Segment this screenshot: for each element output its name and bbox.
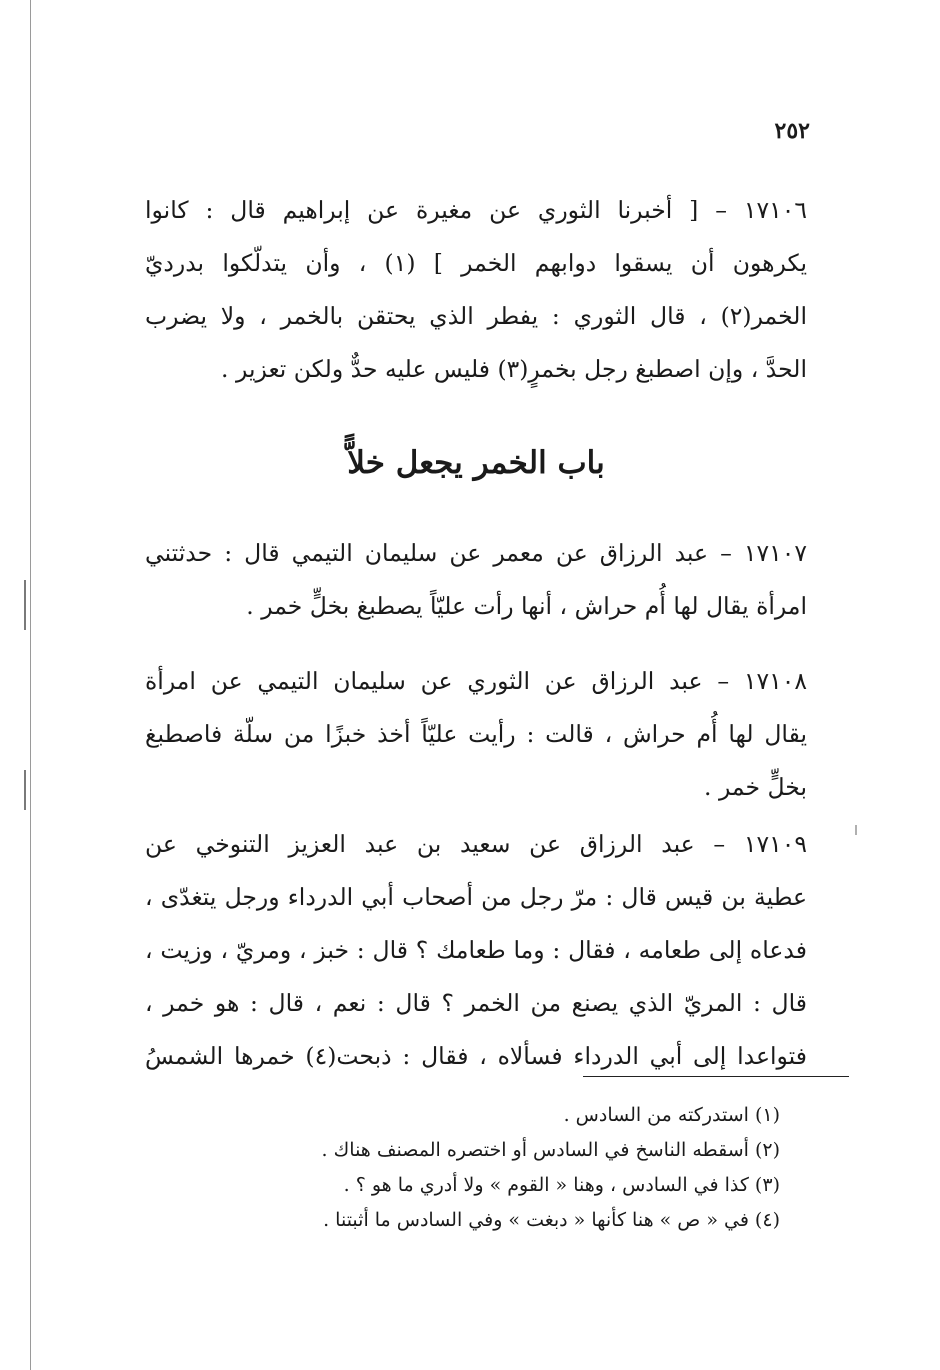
footnote-3: (٣) كذا في السادس ، وهنا « القوم » ولا أدري ما هو ؟ . [343, 1174, 780, 1196]
hadith-paragraph-17108 [145, 655, 807, 814]
footnote-2: (٢) أسقطه الناسخ في السادس أو اختصره المصنف هناك . [321, 1139, 780, 1161]
footnotes [145, 1098, 780, 1238]
page-number: ٢٥٢ [774, 118, 810, 144]
footnote-divider [583, 1076, 849, 1077]
hadith-paragraph-17107 [145, 527, 807, 633]
scan-mark [24, 580, 26, 630]
scan-speck [855, 825, 857, 835]
binding-edge-line [30, 0, 31, 1370]
text-line: الخمر(٢) ، قال الثوري : يفطر الذي يحتقن بالخمر ، ولا يضرب [145, 302, 807, 330]
text-line: ١٧١٠٦ – [ أخبرنا الثوري عن مغيرة عن إبراهيم قال : كانوا [145, 196, 807, 224]
footnote-1: (١) استدركته من السادس . [563, 1104, 780, 1126]
text-line: ١٧١٠٩ – عبد الرزاق عن سعيد بن عبد العزيز التنوخي عن [145, 830, 807, 858]
text-line: ١٧١٠٧ – عبد الرزاق عن معمر عن سليمان التيمي قال : حدثتني [145, 539, 807, 567]
hadith-paragraph-17109 [145, 818, 807, 1083]
chapter-title: باب الخمر يجعل خلاًّ [347, 445, 605, 481]
text-line: يقال لها أُم حراش ، قالت : رأيت عليّاً أخذ خبزًا من سلّة فاصطبغ [145, 720, 807, 748]
text-line: يكرهون أن يسقوا دوابهم الخمر ] (١) ، وأن يتدلّكوا بدرديّ [145, 249, 808, 277]
text-line: قال : المريّ الذي يصنع من الخمر ؟ قال : نعم ، قال : هو خمر ، [145, 989, 807, 1017]
text-line: بخلٍّ خمر . [704, 773, 807, 801]
text-line: عطية بن قيس قال : مرّ رجل من أصحاب أبي الدرداء ورجل يتغدّى ، [145, 883, 807, 911]
text-line: امرأة يقال لها أُم حراش ، أنها رأت عليّاً يصطبغ بخلٍّ خمر . [246, 592, 807, 620]
text-line: ١٧١٠٨ – عبد الرزاق عن الثوري عن سليمان التيمي عن امرأة [145, 667, 807, 695]
text-line: الحدَّ ، وإن اصطبغ رجل بخمرٍ(٣) فليس عليه حدٌّ ولكن تعزير . [221, 355, 807, 383]
text-line: فتواعدا إلى أبي الدرداء فسألاه ، فقال : ذبحت(٤) خمرها الشمسُ [145, 1042, 807, 1070]
text-line: فدعاه إلى طعامه ، فقال : وما طعامك ؟ قال : خبز ، ومريّ ، وزيت ، [145, 936, 807, 964]
hadith-paragraph-17106 [145, 184, 807, 396]
footnote-4: (٤) في « ص » هنا كأنها « دبغت » وفي السادس ما أثبتنا . [323, 1209, 780, 1231]
scan-mark [24, 770, 26, 810]
